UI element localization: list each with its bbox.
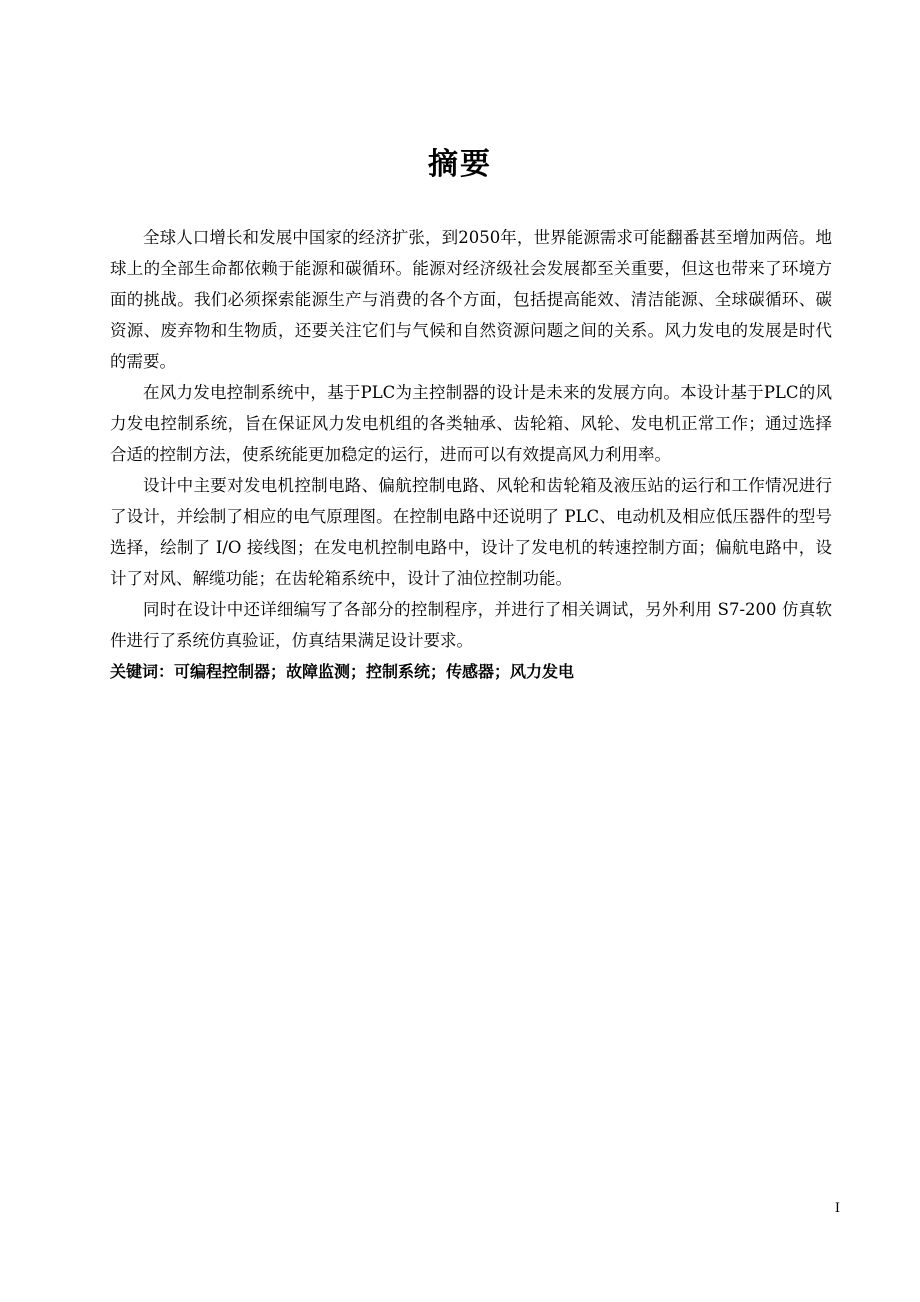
keywords-line: 关键词：可编程控制器；故障监测；控制系统；传感器；风力发电 — [110, 662, 575, 681]
paragraph-3: 设计中主要对发电机控制电路、偏航控制电路、风轮和齿轮箱及液压站的运行和工作情况进行了设计，并绘制了相应的电气原理图。在控制电路中还说明了 PLC、电动机及相应低压器件的型号选择，绘制了 I/O 接线图；在发电机控制电路中，设计了发电机的转速控制方面；偏航电路中，设计了对风、解缆功能；在齿轮箱系统中，设计了油位控制功能。 — [110, 476, 832, 588]
paragraph-2: 在风力发电控制系统中，基于PLC为主控制器的设计是未来的发展方向。本设计基于PLC的风力发电控制系统，旨在保证风力发电机组的各类轴承、齿轮箱、风轮、发电机正常工作；通过选择合适的控制方法，使系统能更加稳定的运行，进而可以有效提高风力利用率。 — [110, 383, 832, 464]
abstract-title: 摘要 — [428, 147, 492, 182]
abstract-body — [110, 222, 832, 688]
page-number: I — [834, 1201, 840, 1216]
paragraph-1: 全球人口增长和发展中国家的经济扩张，到2050年，世界能源需求可能翻番甚至增加两倍。地球上的全部生命都依赖于能源和碳循环。能源对经济级社会发展都至关重要，但这也带来了环境方面的挑战。我们必须探索能源生产与消费的各个方面，包括提高能效、清洁能源、全球碳循环、碳资源、废弃物和生物质，还要关注它们与气候和自然资源问题之间的关系。风力发电的发展是时代的需要。 — [110, 228, 832, 371]
paragraph-4: 同时在设计中还详细编写了各部分的控制程序，并进行了相关调试，另外利用 S7-200 仿真软件进行了系统仿真验证，仿真结果满足设计要求。 — [110, 600, 832, 650]
